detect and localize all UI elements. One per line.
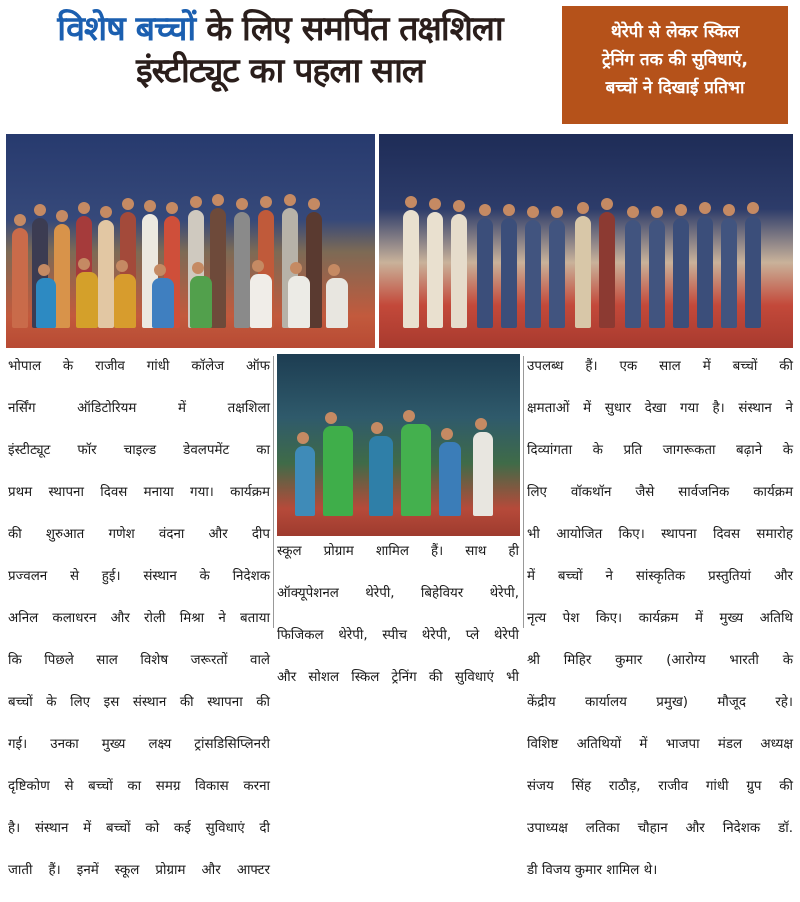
subheadline-line-3: बच्चों ने दिखाई प्रतिभा [605, 78, 745, 98]
photo-figures [277, 386, 520, 516]
headline-highlight: विशेष बच्चों [57, 9, 196, 49]
photo-group-children [6, 134, 375, 348]
article-column-1: भोपाल के राजीव गांधी कॉलेज ऑफ नर्सिंग ऑडिटोरियम में तक्षशिला इंस्टीट्यूट फॉर चाइल्ड डेवलपमेंट का प्रथम स्थापना दिवस मनाया गया। कार्यक्रम की शुरुआत गणेश वंदना और दीप प्रज्वलन से हुई। संस्थान के निदेशक अनिल कलाधरन और रोली मिश्रा ने बताया कि पिछले साल विशेष जरूरतों वाले बच्चों के लिए इस संस्थान की स्थापना की गई। उनका मुख्य लक्ष्य ट्रांसडिसिप्लिनरी दृष्टिकोण से बच्चों का समग्र विकास करना है। संस्थान में बच्चों को कई सुविधाएं दी जाती हैं। इनमें स्कूल प्रोग्राम और आफ्टर [8, 359, 270, 878]
subheadline-line-1: थेरेपी से लेकर स्किल [610, 22, 740, 42]
photo-figures [379, 198, 793, 328]
headline [6, 8, 554, 92]
article-column-3: उपलब्ध हैं। एक साल में बच्चों की क्षमताओं में सुधार देखा गया है। संस्थान ने दिव्यांगता के प्रति जागरूकता बढ़ाने के लिए वॉकथॉन जैसे सार्वजनिक कार्यक्रम भी आयोजित किए। स्थापना दिवस समारोह में बच्चों ने सांस्कृतिक प्रस्तुतियां और नृत्य पेश किए। कार्यक्रम में मुख्य अतिथि श्री मिहिर कुमार (आरोग्य भारती के केंद्रीय कार्यालय प्रमुख) मौजूद रहे। विशिष्ट अतिथियों में भाजपा मंडल अध्यक्ष संजय सिंह राठौड़, राजीव गांधी ग्रुप की उपाध्यक्ष लतिका चौहान और निदेशक डॉ. डी विजय कुमार शामिल थे। [527, 359, 793, 878]
column-divider [523, 356, 524, 628]
article-column-2: स्कूल प्रोग्राम शामिल हैं। साथ ही ऑक्यूपेशनल थेरेपी, बिहेवियर थेरेपी, फिजिकल थेरेपी, स्पीच थेरेपी, प्ले थेरेपी और सोशल स्किल ट्रेनिंग की सुविधाएं भी [277, 544, 519, 685]
headline-rest: के लिए समर्पित तक्षशिला [195, 9, 503, 49]
photo-staff-group [379, 134, 793, 348]
headline-line-2: इंस्टीट्यूट का पहला साल [135, 51, 424, 91]
subheadline-line-2: ट्रेनिंग तक की सुविधाएं, [601, 50, 748, 70]
subheadline-box [562, 6, 788, 124]
column-divider [273, 356, 274, 628]
photo-figures [6, 198, 375, 328]
headline-line-1 [6, 8, 554, 50]
photo-dance-performance [277, 354, 520, 536]
